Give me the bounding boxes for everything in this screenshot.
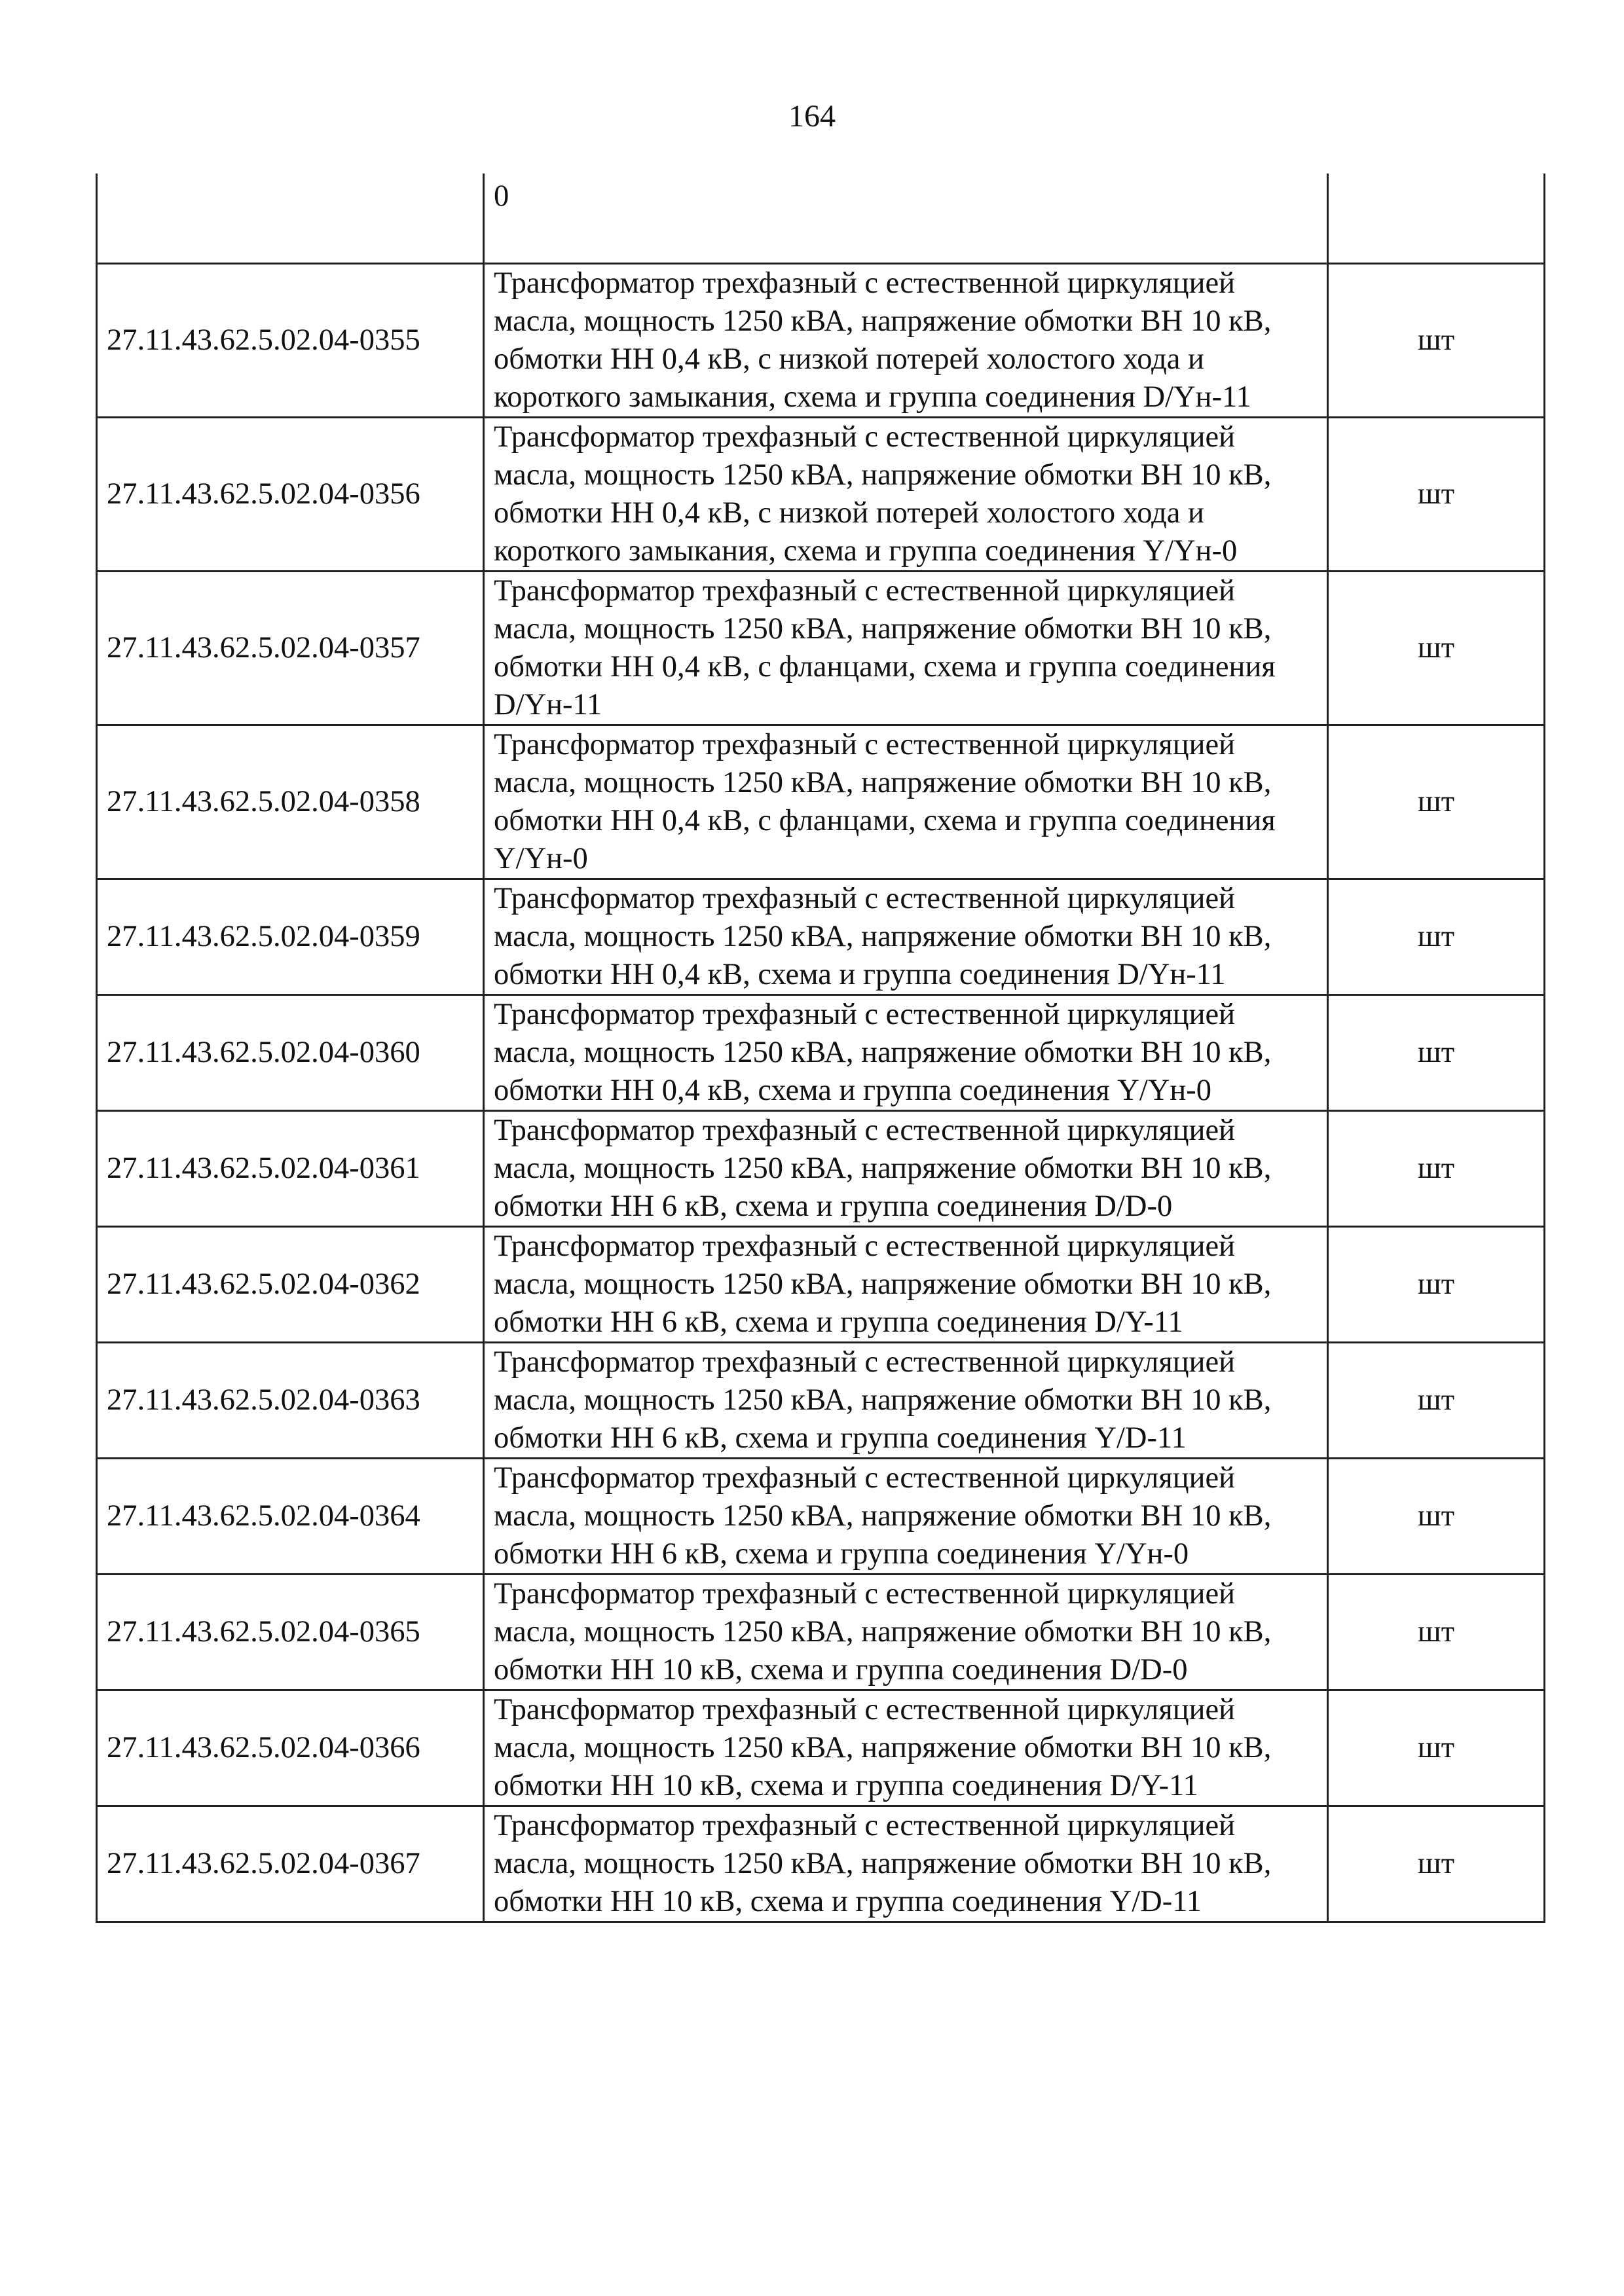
cell-code: 27.11.43.62.5.02.04-0367 [97,1806,484,1922]
table-row [97,1343,1545,1459]
cell-description: Трансформатор трехфазный с естественной циркуляцией масла, мощность 1250 кВА, напряжение обмотки ВН 10 кВ, обмотки НН 6 кВ, схема и группа соединения D/Y-11 [484,1227,1328,1343]
cell-unit: шт [1328,1227,1545,1343]
cell-code: 27.11.43.62.5.02.04-0366 [97,1690,484,1806]
resource-table-body [97,173,1545,1922]
cell-code: 27.11.43.62.5.02.04-0359 [97,879,484,995]
cell-code [97,173,484,264]
table-row [97,264,1545,418]
table-row [97,418,1545,572]
table-row [97,725,1545,879]
cell-unit: шт [1328,572,1545,725]
table-row-continuation [97,173,1545,264]
table-row [97,1806,1545,1922]
cell-unit: шт [1328,995,1545,1111]
table-row [97,1690,1545,1806]
cell-description: Трансформатор трехфазный с естественной циркуляцией масла, мощность 1250 кВА, напряжение обмотки ВН 10 кВ, обмотки НН 6 кВ, схема и группа соединения Y/Yн-0 [484,1459,1328,1575]
cell-unit: шт [1328,264,1545,418]
cell-code: 27.11.43.62.5.02.04-0358 [97,725,484,879]
cell-description: Трансформатор трехфазный с естественной циркуляцией масла, мощность 1250 кВА, напряжение обмотки ВН 10 кВ, обмотки НН 0,4 кВ, с низкой потерей холостого хода и короткого замыкания, схема и группа соединения Y/Yн-0 [484,418,1328,572]
cell-code: 27.11.43.62.5.02.04-0357 [97,572,484,725]
cell-code: 27.11.43.62.5.02.04-0355 [97,264,484,418]
cell-code: 27.11.43.62.5.02.04-0360 [97,995,484,1111]
table-row [97,1111,1545,1227]
cell-description: Трансформатор трехфазный с естественной циркуляцией масла, мощность 1250 кВА, напряжение обмотки ВН 10 кВ, обмотки НН 0,4 кВ, схема и группа соединения Y/Yн-0 [484,995,1328,1111]
cell-unit: шт [1328,1575,1545,1690]
table-row [97,1227,1545,1343]
cell-description: Трансформатор трехфазный с естественной циркуляцией масла, мощность 1250 кВА, напряжение обмотки ВН 10 кВ, обмотки НН 6 кВ, схема и группа соединения Y/D-11 [484,1343,1328,1459]
cell-unit: шт [1328,418,1545,572]
cell-unit: шт [1328,1111,1545,1227]
cell-description: 0 [484,173,1328,264]
cell-code: 27.11.43.62.5.02.04-0365 [97,1575,484,1690]
cell-unit: шт [1328,725,1545,879]
cell-unit: шт [1328,1806,1545,1922]
cell-code: 27.11.43.62.5.02.04-0363 [97,1343,484,1459]
cell-unit: шт [1328,1459,1545,1575]
cell-description: Трансформатор трехфазный с естественной циркуляцией масла, мощность 1250 кВА, напряжение обмотки ВН 10 кВ, обмотки НН 10 кВ, схема и группа соединения D/Y-11 [484,1690,1328,1806]
table-row [97,1459,1545,1575]
table-row [97,1575,1545,1690]
cell-description: Трансформатор трехфазный с естественной циркуляцией масла, мощность 1250 кВА, напряжение обмотки ВН 10 кВ, обмотки НН 0,4 кВ, с фланцами, схема и группа соединения Y/Yн-0 [484,725,1328,879]
page-number: 164 [788,99,836,134]
cell-unit [1328,173,1545,264]
cell-description: Трансформатор трехфазный с естественной циркуляцией масла, мощность 1250 кВА, напряжение обмотки ВН 10 кВ, обмотки НН 0,4 кВ, схема и группа соединения D/Yн-11 [484,879,1328,995]
resource-table [96,173,1545,1923]
cell-description: Трансформатор трехфазный с естественной циркуляцией масла, мощность 1250 кВА, напряжение обмотки ВН 10 кВ, обмотки НН 0,4 кВ, с низкой потерей холостого хода и короткого замыкания, схема и группа соединения D/Yн-11 [484,264,1328,418]
table-row [97,995,1545,1111]
cell-unit: шт [1328,879,1545,995]
table-row [97,879,1545,995]
cell-description: Трансформатор трехфазный с естественной циркуляцией масла, мощность 1250 кВА, напряжение обмотки ВН 10 кВ, обмотки НН 6 кВ, схема и группа соединения D/D-0 [484,1111,1328,1227]
cell-unit: шт [1328,1343,1545,1459]
cell-description: Трансформатор трехфазный с естественной циркуляцией масла, мощность 1250 кВА, напряжение обмотки ВН 10 кВ, обмотки НН 0,4 кВ, с фланцами, схема и группа соединения D/Yн-11 [484,572,1328,725]
cell-description: Трансформатор трехфазный с естественной циркуляцией масла, мощность 1250 кВА, напряжение обмотки ВН 10 кВ, обмотки НН 10 кВ, схема и группа соединения Y/D-11 [484,1806,1328,1922]
cell-code: 27.11.43.62.5.02.04-0362 [97,1227,484,1343]
cell-unit: шт [1328,1690,1545,1806]
table-row [97,572,1545,725]
cell-code: 27.11.43.62.5.02.04-0364 [97,1459,484,1575]
cell-code: 27.11.43.62.5.02.04-0361 [97,1111,484,1227]
cell-code: 27.11.43.62.5.02.04-0356 [97,418,484,572]
cell-description: Трансформатор трехфазный с естественной циркуляцией масла, мощность 1250 кВА, напряжение обмотки ВН 10 кВ, обмотки НН 10 кВ, схема и группа соединения D/D-0 [484,1575,1328,1690]
